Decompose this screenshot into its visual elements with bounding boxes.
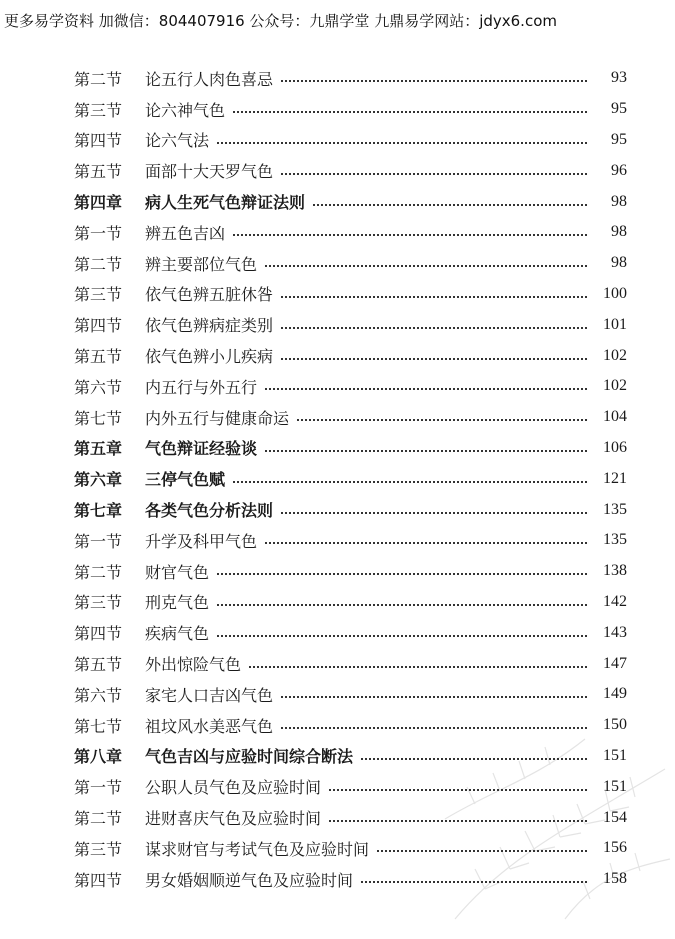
toc-entry-page-number: 98 <box>611 223 627 241</box>
toc-section-row[interactable] <box>0 710 675 741</box>
toc-entry-title: 病人生死气色辩证法则 <box>145 190 311 213</box>
toc-entry-title: 各类气色分析法则 <box>145 498 279 521</box>
toc-entry-title: 论六气法 <box>145 128 215 151</box>
toc-chapter-row[interactable] <box>0 741 675 772</box>
toc-section-row[interactable] <box>0 802 675 833</box>
toc-entry-page-number: 106 <box>603 438 627 456</box>
toc-entry-label: 第三节 <box>74 285 123 305</box>
toc-entry-label: 第二节 <box>74 809 123 829</box>
table-of-contents <box>0 63 675 895</box>
toc-section-row[interactable] <box>0 648 675 679</box>
toc-entry-title: 谋求财官与考试气色及应验时间 <box>145 837 375 860</box>
toc-entry-title: 依气色辨病症类别 <box>145 313 279 336</box>
toc-entry-page-number: 93 <box>611 69 627 87</box>
toc-entry-page-number: 135 <box>603 531 627 549</box>
toc-section-row[interactable] <box>0 833 675 864</box>
toc-entry-page-number: 142 <box>603 592 627 610</box>
toc-entry-label: 第二节 <box>74 69 123 89</box>
toc-entry-page-number: 158 <box>603 870 627 888</box>
toc-entry-title: 男女婚姻顺逆气色及应验时间 <box>145 868 359 891</box>
toc-entry-title: 祖坟风水美恶气色 <box>145 714 279 737</box>
toc-entry-label: 第四节 <box>74 316 123 336</box>
toc-section-row[interactable] <box>0 94 675 125</box>
toc-entry-title: 依气色辨五脏休咎 <box>145 282 279 305</box>
toc-section-row[interactable] <box>0 309 675 340</box>
toc-entry-title: 气色吉凶与应验时间综合断法 <box>145 744 359 767</box>
toc-section-row[interactable] <box>0 864 675 895</box>
toc-entry-label: 第四节 <box>74 870 123 890</box>
toc-entry-page-number: 95 <box>611 100 627 118</box>
toc-section-row[interactable] <box>0 525 675 556</box>
toc-entry-label: 第二节 <box>74 254 123 274</box>
toc-entry-label: 第六节 <box>74 685 123 705</box>
toc-entry-page-number: 98 <box>611 254 627 272</box>
toc-entry-page-number: 138 <box>603 562 627 580</box>
toc-section-row[interactable] <box>0 340 675 371</box>
toc-entry-title: 三停气色赋 <box>145 467 231 490</box>
toc-section-row[interactable] <box>0 617 675 648</box>
toc-section-row[interactable] <box>0 679 675 710</box>
toc-entry-label: 第四节 <box>74 624 123 644</box>
toc-chapter-row[interactable] <box>0 463 675 494</box>
toc-entry-label: 第五节 <box>74 347 123 367</box>
toc-entry-label: 第三节 <box>74 100 123 120</box>
toc-entry-label: 第七节 <box>74 716 123 736</box>
toc-entry-title: 内外五行与健康命运 <box>145 406 295 429</box>
toc-chapter-row[interactable] <box>0 494 675 525</box>
toc-entry-label: 第五章 <box>74 439 123 459</box>
toc-chapter-row[interactable] <box>0 433 675 464</box>
toc-entry-page-number: 147 <box>603 654 627 672</box>
toc-entry-title: 疾病气色 <box>145 621 215 644</box>
toc-entry-title: 外出惊险气色 <box>145 652 247 675</box>
toc-entry-label: 第八章 <box>74 747 123 767</box>
toc-entry-page-number: 100 <box>603 284 627 302</box>
toc-section-row[interactable] <box>0 556 675 587</box>
toc-entry-label: 第七节 <box>74 408 123 428</box>
toc-section-row[interactable] <box>0 371 675 402</box>
watermark-header: 更多易学资料 加微信：804407916 公众号：九鼎学堂 九鼎易学网站：jdyx6.com <box>4 12 557 30</box>
toc-section-row[interactable] <box>0 402 675 433</box>
toc-section-row[interactable] <box>0 125 675 156</box>
toc-entry-title: 辨主要部位气色 <box>145 252 263 275</box>
toc-entry-label: 第一节 <box>74 531 123 551</box>
toc-section-row[interactable] <box>0 248 675 279</box>
toc-entry-page-number: 102 <box>603 346 627 364</box>
toc-entry-page-number: 101 <box>603 315 627 333</box>
toc-entry-label: 第六章 <box>74 470 123 490</box>
toc-entry-title: 面部十大天罗气色 <box>145 159 279 182</box>
toc-entry-title: 论六神气色 <box>145 98 231 121</box>
toc-section-row[interactable] <box>0 279 675 310</box>
toc-entry-page-number: 149 <box>603 685 627 703</box>
toc-entry-page-number: 156 <box>603 839 627 857</box>
toc-section-row[interactable] <box>0 217 675 248</box>
toc-entry-label: 第一节 <box>74 223 123 243</box>
toc-section-row[interactable] <box>0 155 675 186</box>
toc-entry-page-number: 102 <box>603 377 627 395</box>
toc-entry-title: 依气色辨小儿疾病 <box>145 344 279 367</box>
toc-section-row[interactable] <box>0 63 675 94</box>
toc-section-row[interactable] <box>0 771 675 802</box>
toc-entry-label: 第七章 <box>74 501 123 521</box>
toc-entry-label: 第一节 <box>74 778 123 798</box>
toc-entry-label: 第六节 <box>74 377 123 397</box>
toc-entry-title: 公职人员气色及应验时间 <box>145 775 327 798</box>
toc-entry-page-number: 154 <box>603 808 627 826</box>
toc-entry-page-number: 96 <box>611 161 627 179</box>
toc-entry-page-number: 95 <box>611 130 627 148</box>
toc-entry-label: 第四节 <box>74 131 123 151</box>
toc-entry-title: 论五行人肉色喜忌 <box>145 67 279 90</box>
toc-entry-page-number: 121 <box>603 469 627 487</box>
toc-entry-page-number: 135 <box>603 500 627 518</box>
toc-entry-title: 内五行与外五行 <box>145 375 263 398</box>
toc-entry-label: 第三节 <box>74 593 123 613</box>
toc-entry-title: 辨五色吉凶 <box>145 221 231 244</box>
toc-entry-label: 第三节 <box>74 839 123 859</box>
toc-entry-title: 升学及科甲气色 <box>145 529 263 552</box>
toc-section-row[interactable] <box>0 587 675 618</box>
toc-entry-label: 第五节 <box>74 655 123 675</box>
toc-entry-label: 第二节 <box>74 562 123 582</box>
toc-entry-title: 家宅人口吉凶气色 <box>145 683 279 706</box>
toc-chapter-row[interactable] <box>0 186 675 217</box>
toc-entry-page-number: 98 <box>611 192 627 210</box>
toc-entry-page-number: 151 <box>603 746 627 764</box>
toc-entry-title: 气色辩证经验谈 <box>145 436 263 459</box>
toc-entry-title: 刑克气色 <box>145 590 215 613</box>
toc-entry-page-number: 104 <box>603 408 627 426</box>
toc-entry-label: 第五节 <box>74 162 123 182</box>
toc-entry-page-number: 151 <box>603 777 627 795</box>
toc-entry-page-number: 150 <box>603 716 627 734</box>
toc-entry-label: 第四章 <box>74 193 123 213</box>
toc-entry-title: 进财喜庆气色及应验时间 <box>145 806 327 829</box>
toc-entry-title: 财官气色 <box>145 560 215 583</box>
toc-entry-page-number: 143 <box>603 623 627 641</box>
